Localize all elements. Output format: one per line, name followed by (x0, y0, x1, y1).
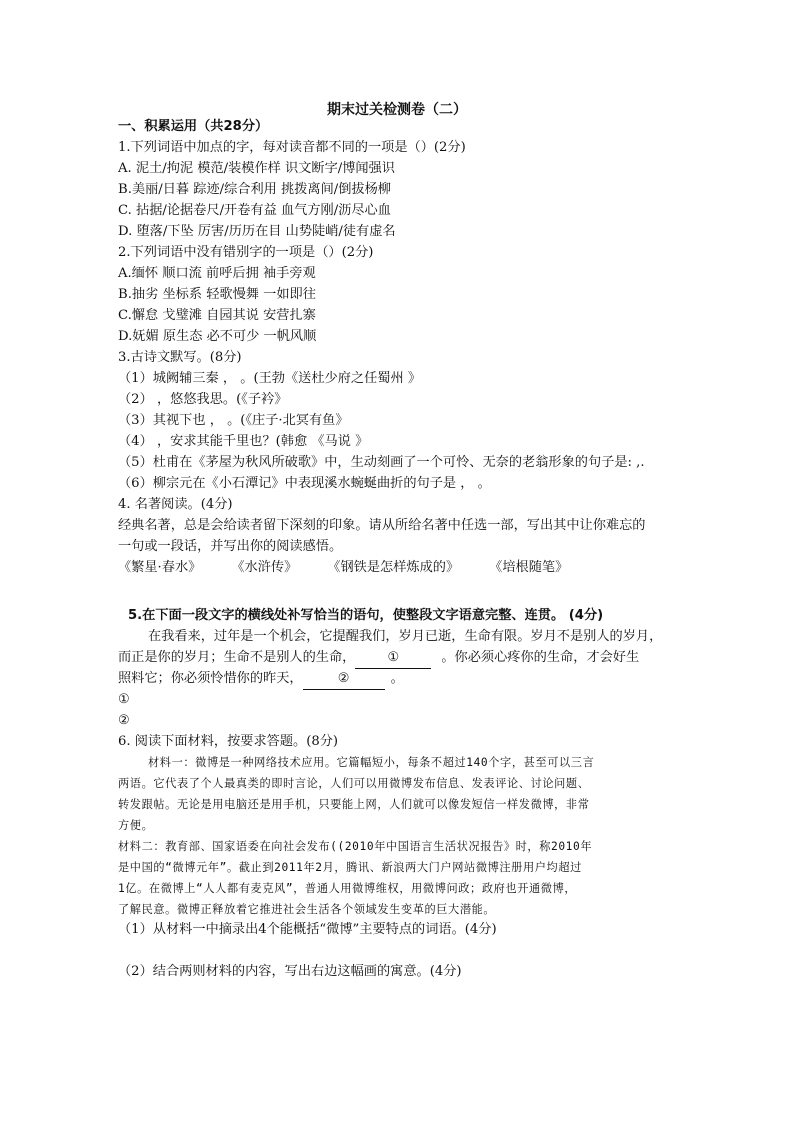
q5-stem: 5.在下面一段文字的横线处补写恰当的语句，使整段文字语意完整、连贯。 (4分) (128, 608, 604, 623)
q5-paragraph-3: 照料它；你必须怜惜你的昨天， ② 。 (118, 669, 404, 690)
q4-stem: 4. 名著阅读。(4分) (118, 497, 233, 512)
q3-line-6: （6）柳宗元在《小石潭记》中表现溪水蜿蜒曲折的句子是 ， 。 (118, 476, 491, 491)
q2-option-d: D.妩媚 原生态 必不可少 一帆风顺 (118, 329, 317, 344)
q3-line-2: （2） ，悠悠我思。(《子衿》 (118, 392, 288, 407)
book-title: 《水浒传》 (231, 560, 298, 575)
q2-option-a: A.缅怀 顺口流 前呼后拥 袖手旁观 (118, 266, 316, 281)
q3-stem: 3.古诗文默写。(8分) (118, 350, 242, 365)
material-1-line: 转发跟帖。无论是用电脑还是用手机，只要能上网，人们就可以像发短信一样发微博，非常 (118, 798, 590, 811)
q6-stem: 6. 阅读下面材料，按要求答题。(8分) (118, 734, 339, 749)
q1-option-a: A. 泥土/拘泥 模范/装模作样 识文断字/博闻强识 (118, 161, 395, 176)
q5-paragraph-2: 而正是你的岁月；生命不是别人的生命， ① 。你必须心疼你的生命，才会好生 (118, 648, 639, 669)
q1-option-b: B.美丽/日暮 踪迹/综合利用 挑拨离间/倒拔杨柳 (118, 182, 391, 197)
material-2-line: 1亿。在微博上“人人都有麦克风”，普通人用微博维权，用微博问政；政府也开通微博， (118, 882, 577, 895)
q6-subquestion-1: （1）从材料一中摘录出4个能概括“微博”主要特点的词语。(4分) (118, 922, 497, 937)
q5-answer-2: ② (118, 713, 130, 728)
q1-option-c: C. 拈据/论据卷尺/开卷有益 血气方刚/沥尽心血 (118, 203, 391, 218)
book-title: 《钢铁是怎样炼成的》 (327, 560, 460, 575)
material-2-line: 了解民意。微博正释放着它推进社会生活各个领域发生变革的巨大潜能。 (118, 903, 496, 916)
q3-line-4: （4） ，安求其能千里也？(韩愈 《马说 》 (118, 434, 369, 449)
q3-line-3: （3）其视下也 ， 。(《庄子·北冥有鱼》 (118, 413, 349, 428)
answer-blank-2[interactable]: ② (303, 669, 385, 690)
q1-option-d: D. 堕落/下坠 厉害/历历在目 山势陡峭/徒有虚名 (118, 224, 396, 239)
q2-stem: 2.下列词语中没有错别字的一项是（）(2分) (118, 245, 374, 260)
q4-paragraph-2: 一句或一段话，并写出你的阅读感悟。 (118, 539, 343, 554)
q3-line-5: （5）杜甫在《茅屋为秋风所破歌》中，生动刻画了一个可怜、无奈的老翁形象的句子是: ,. (118, 455, 645, 470)
q4-paragraph-1: 经典名著，总是会给读者留下深刻的印象。请从所给名著中任选一部，写出其中让你难忘的 (118, 518, 646, 533)
material-1-line: 方便。 (118, 819, 154, 832)
q4-book-list (118, 558, 568, 578)
material-2-line: 是中国的“微博元年”。截止到2011年2月，腾讯、新浪两大门户网站微博注册用户均超过 (118, 861, 582, 874)
material-2-line: 材料二：教育部、国家语委在向社会发布((2010年中国语言生活状况报告》时，称2010年 (118, 840, 593, 853)
q2-option-b: B.抽劣 坐标系 轻歌慢舞 一如即往 (118, 287, 316, 302)
material-1-line: 两语。它代表了个人最真类的即时言论，人们可以用微博发布信息、发表评论、讨论问题、 (118, 777, 590, 790)
material-1-line: 材料一：微博是一种网络技术应用。它篇幅短小，每条不超过140个字，甚至可以三言 (148, 756, 595, 769)
page-title: 期末过关检测卷（二） (327, 102, 467, 118)
q2-option-c: C.懈怠 戈璧滩 自园其说 安营扎寨 (118, 308, 316, 323)
q1-stem: 1.下列词语中加点的字，每对读音都不同的一项是（）(2分) (118, 140, 466, 155)
answer-blank-1[interactable]: ① (355, 648, 431, 669)
q5-paragraph-1: 在我看来，过年是一个机会，它提醒我们，岁月已逝，生命有限。岁月不是别人的岁月， (148, 629, 663, 644)
book-title: 《培根随笔》 (489, 560, 569, 575)
book-title: 《繁星·春水》 (118, 560, 202, 575)
q6-subquestion-2: （2）结合两则材料的内容，写出右边这幅画的寓意。(4分) (118, 964, 462, 979)
section-heading: 一、积累运用（共28分） (118, 119, 269, 134)
q5-answer-1: ① (118, 692, 130, 707)
q3-line-1: （1）城阙辅三秦 ， 。(王勃《送杜少府之任蜀州 》 (118, 371, 422, 386)
